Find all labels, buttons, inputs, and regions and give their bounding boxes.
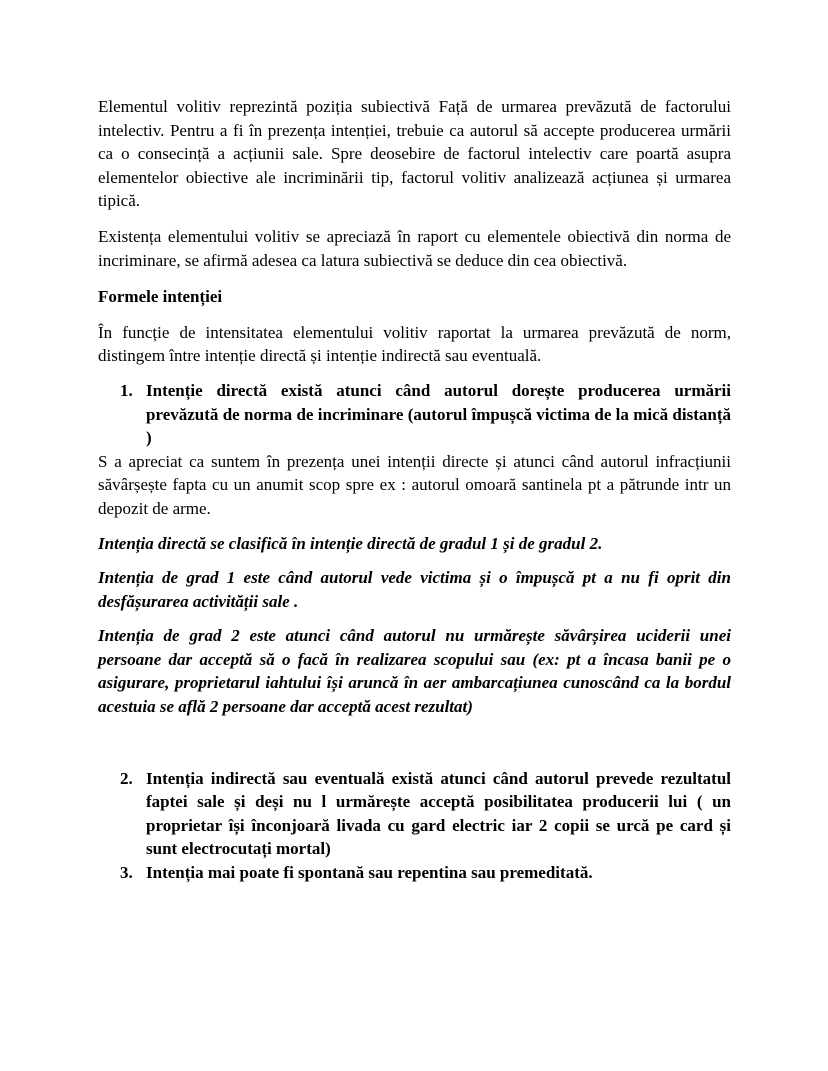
list-item-indirect-intent xyxy=(120,767,731,861)
list-item-text: Intenția mai poate fi spontană sau repentina sau premeditată. xyxy=(146,863,593,883)
emphasis-grade-2-intent: Intenția de grad 2 este atunci când autorul nu urmărește săvârșirea uciderii unei persoane dar acceptă să o facă în realizarea scopului sau (ex: pt a încasa banii pe o asigurare, proprietarul iahtului își aruncă în aer ambarcațiunea cunoscând ca la bordul acestuia se află 2 persoane dar acceptă acest rezultat) xyxy=(98,626,731,717)
numbered-list-second xyxy=(98,767,731,885)
list-number: 2. xyxy=(120,768,133,788)
blank-space xyxy=(98,719,731,767)
list-number: 3. xyxy=(120,863,133,883)
list-item-text: Intenția indirectă sau eventuală există atunci când autorul prevede rezultatul faptei sale și deși nu l urmărește acceptă posibilitatea producerii lui ( un proprietar își înconjoară livada cu gard electric iar 2 copii se urcă pe card și sunt electrocutați mortal) xyxy=(146,768,731,859)
section-heading: Formele intenției xyxy=(98,287,223,307)
paragraph-volitive-existence: Existența elementului volitiv se apreciază în raport cu elementele obiectivă din norma de incriminare, se afirmă adesea ca latura subiectivă se deduce din cea obiectivă. xyxy=(98,226,731,270)
numbered-list-first xyxy=(98,379,731,450)
emphasis-grade-1-intent: Intenția de grad 1 este când autorul vede victima și o împușcă pt a nu fi oprit din desfășurarea activității sale . xyxy=(98,568,731,611)
document-page xyxy=(98,95,731,885)
list-item-spontaneous-intent xyxy=(120,861,731,885)
list-item-direct-intent xyxy=(120,379,731,450)
list-number: 1. xyxy=(120,380,133,400)
paragraph-volitive-element: Elementul volitiv reprezintă poziția subiectivă Față de urmarea prevăzută de factorului intelectiv. Pentru a fi în prezența intenției, trebuie ca autorul să accepte producerea urmării ca o consecință a acțiunii sale. Spre deosebire de factorul intelectiv care poartă asupra elementelor obiective ale incriminării tip, factorul volitiv analizează acțiunea și urmarea tipică. xyxy=(98,97,731,211)
list-item-text: Intenție directă există atunci când autorul dorește producerea urmării prevăzută de norma de incriminare (autorul împușcă victima de la mică distanță ) xyxy=(146,380,731,448)
emphasis-direct-intent-classification: Intenția directă se clasifică în intenție directă de gradul 1 și de gradul 2. xyxy=(98,533,603,553)
paragraph-intent-forms: În funcție de intensitatea elementului volitiv raportat la urmarea prevăzută de norm, distingem între intenție directă și intenție indirectă sau eventuală. xyxy=(98,322,731,366)
paragraph-direct-intent-purpose: S a apreciat ca suntem în prezența unei intenții directe și atunci când autorul infracțiunii săvârșește fapta cu un anumit scop spre ex : autorul omoară santinela pt a pătrunde intr un depozit de arme. xyxy=(98,451,731,518)
